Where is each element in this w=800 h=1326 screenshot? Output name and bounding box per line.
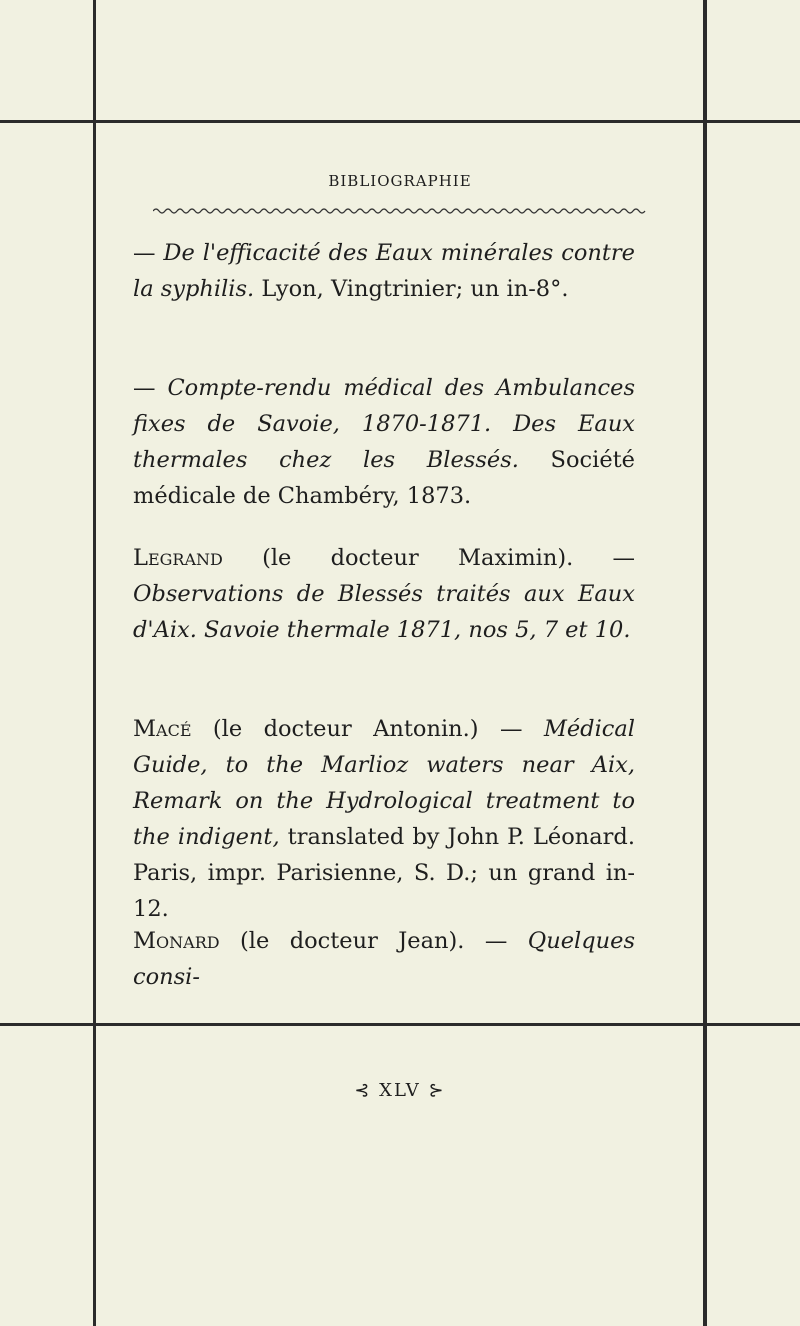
entry-publication: Lyon, Vingtrinier; un in-8°. xyxy=(254,276,569,302)
ornamental-wavy-rule xyxy=(153,207,648,215)
entry-author: Macé xyxy=(133,716,192,742)
entry-publication: translated by John P. Léonard. Paris, impr. Parisienne, S. D.; un grand in-12. xyxy=(133,824,635,922)
entry-author: Legrand xyxy=(133,545,223,571)
bottom-margin-rule xyxy=(0,1023,800,1026)
page-number-footer: ⊰ XLV ⊱ xyxy=(354,1080,446,1101)
bibliography-entry xyxy=(133,370,635,514)
entry-lead: — xyxy=(133,240,164,266)
top-margin-rule xyxy=(0,120,800,123)
entry-title: Médical Guide, to the Marlioz waters near Aix, Remark on the Hydrological treatment to the indigent, xyxy=(133,716,635,850)
entry-title: Compte-rendu médical des Ambulances fixes de Savoie, 1870-1871. Des Eaux thermales chez les Blessés. xyxy=(133,375,635,473)
entry-title: Observations de Blessés traités aux Eaux d'Aix. Savoie thermale 1871, nos 5, 7 et 10. xyxy=(133,581,635,643)
entry-author-detail: (le docteur Antonin.) — xyxy=(191,716,544,742)
entry-title: De l'efficacité des Eaux minérales contre la syphilis. xyxy=(133,240,635,302)
entry-lead: — xyxy=(133,375,168,401)
entry-title: Quelques consi- xyxy=(133,928,635,990)
entry-author-detail: (le docteur Jean). — xyxy=(219,928,528,954)
entry-publication: Société médicale de Chambéry, 1873. xyxy=(133,447,635,509)
bibliography-entry xyxy=(133,923,635,995)
entry-author: Monard xyxy=(133,928,220,954)
bibliography-entry xyxy=(133,711,635,927)
page-header: BIBLIOGRAPHIE xyxy=(328,172,472,190)
left-margin-rule xyxy=(93,0,96,1326)
bibliography-entry xyxy=(133,235,635,307)
entry-author-detail: (le docteur Maximin). — xyxy=(222,545,635,571)
right-margin-rule xyxy=(703,0,707,1326)
bibliography-entry xyxy=(133,540,635,648)
